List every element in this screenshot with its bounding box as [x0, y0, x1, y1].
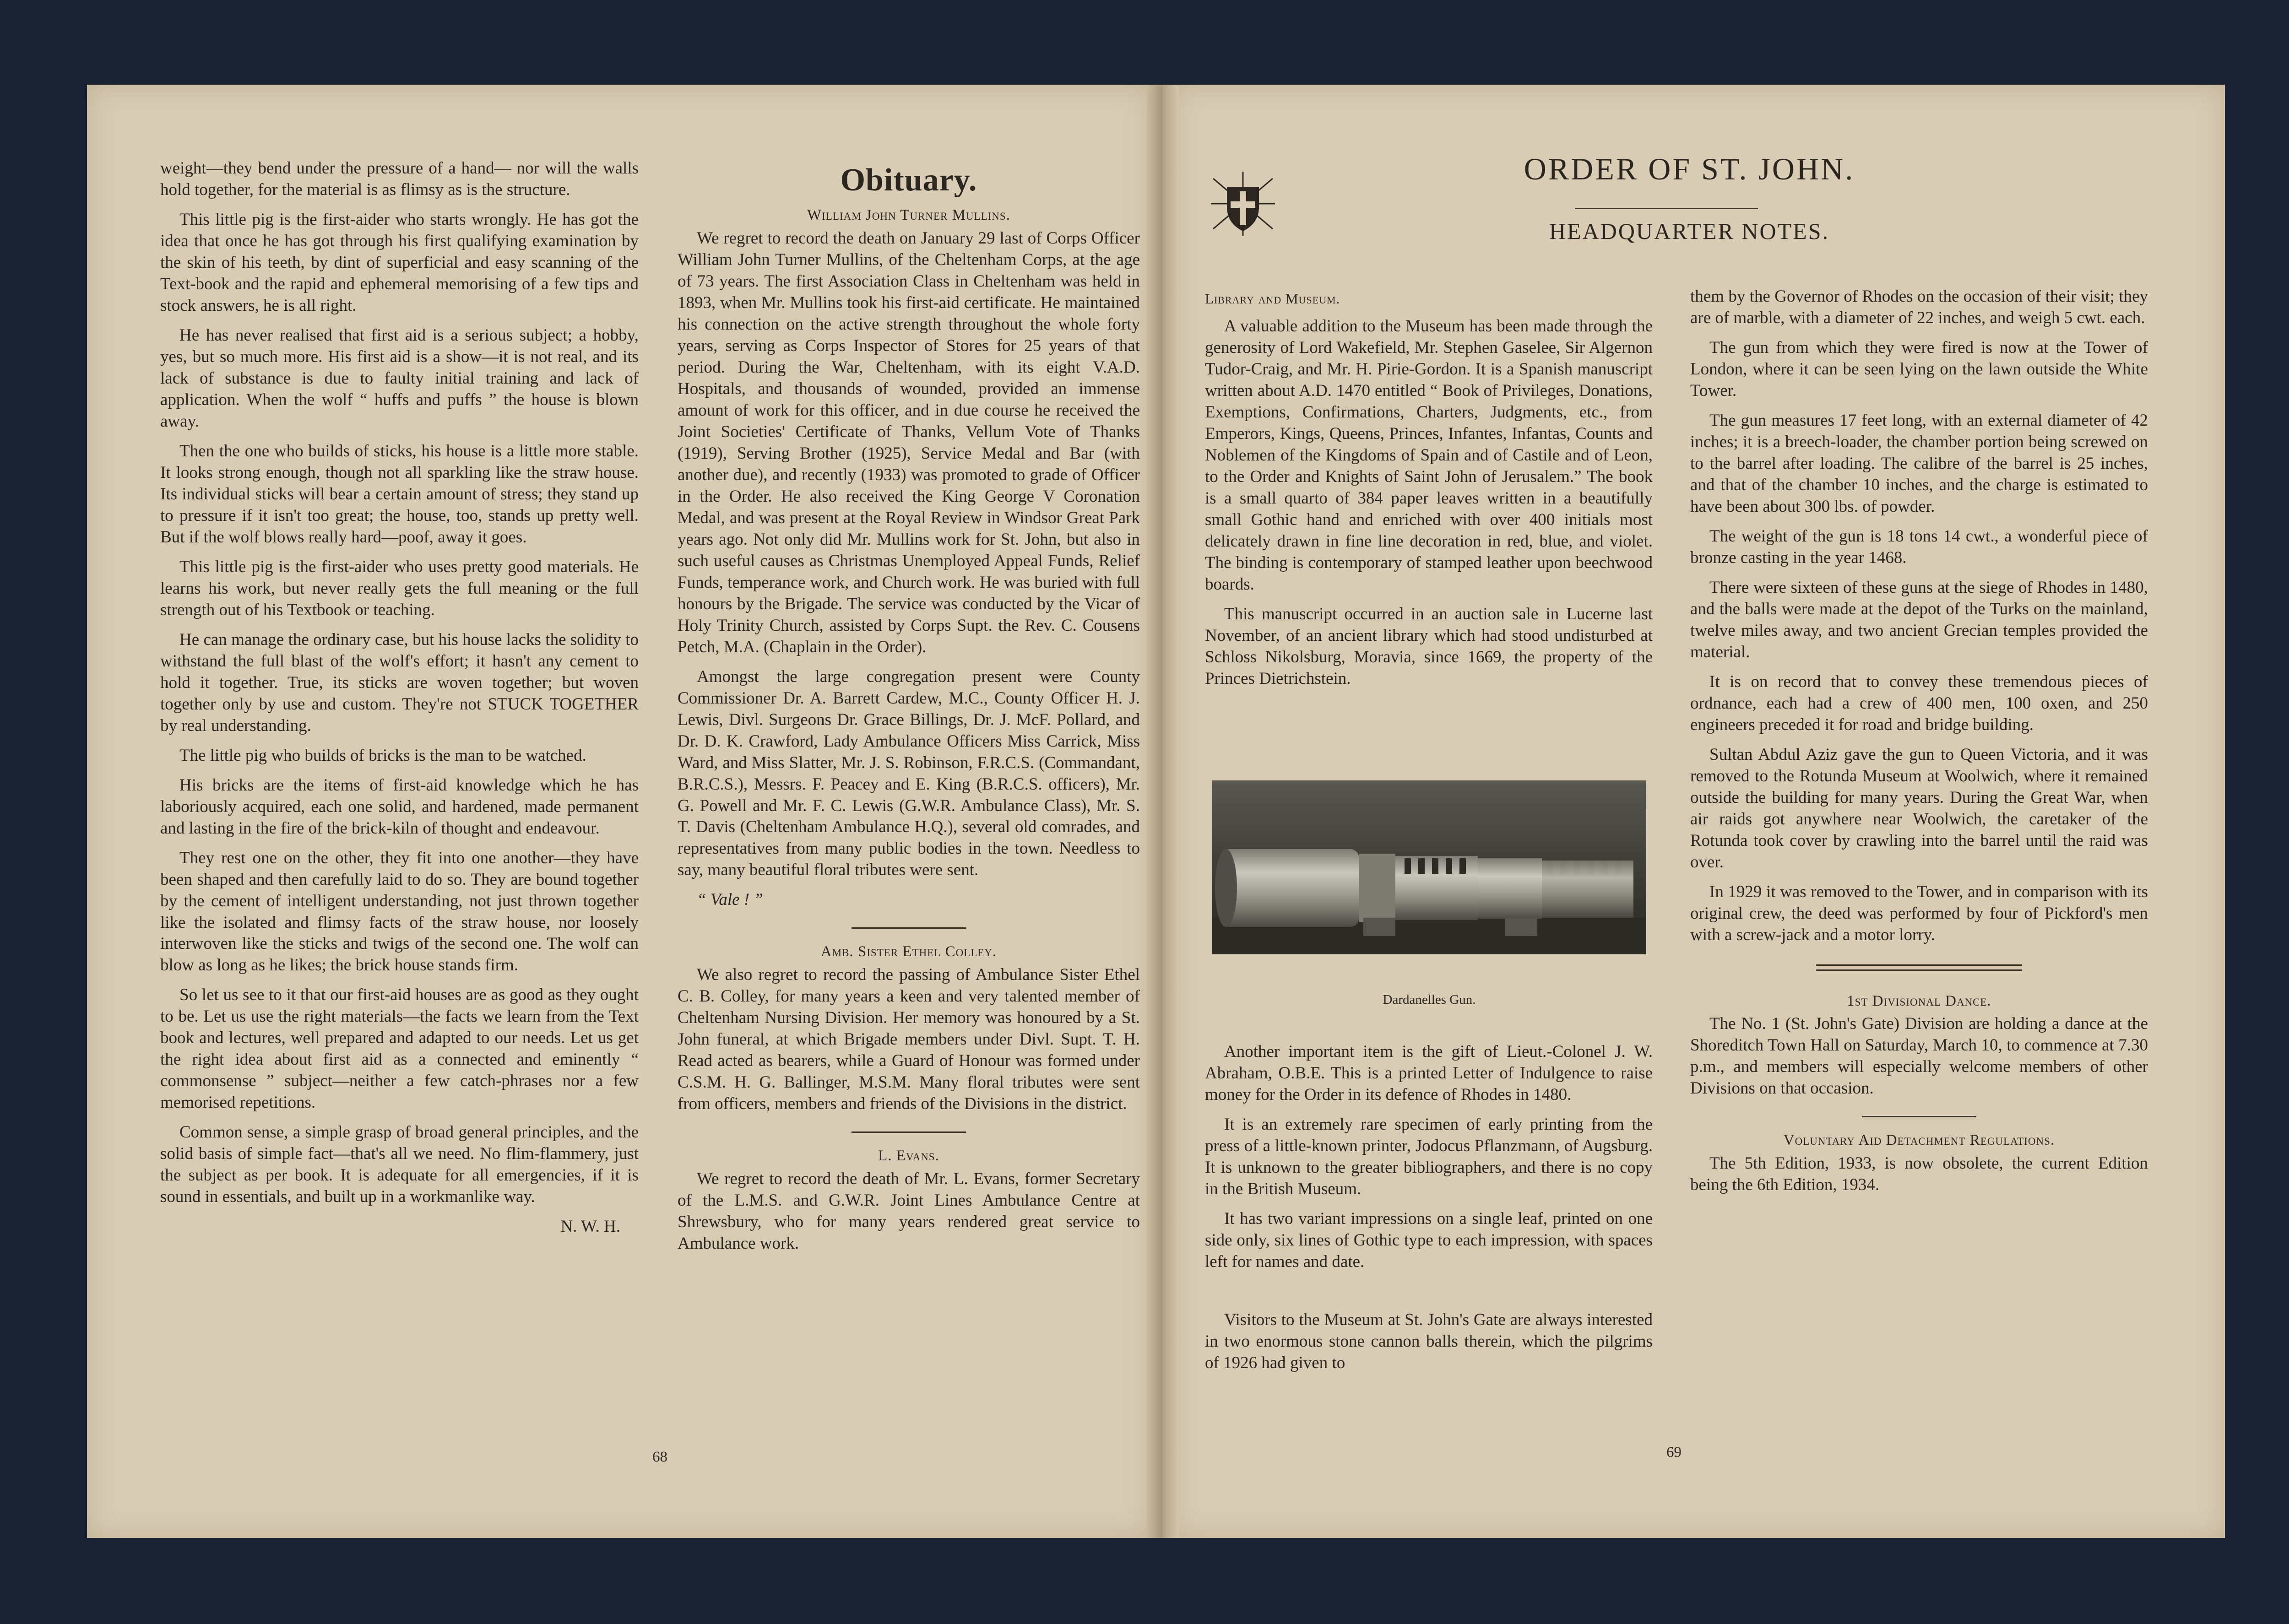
paragraph: The little pig who builds of bricks is the man to be watched. [179, 746, 586, 765]
double-divider-bottom [1816, 969, 2022, 971]
paragraph: The No. 1 (St. John's Gate) Division are holding a dance at the Shoreditch Town Hall on Saturday, March 10, to commence at 7.30 p.m., and members will especially welcome members of other Divisions on that occasion. [1690, 1014, 2148, 1098]
obituary-name: L. Evans. [878, 1148, 939, 1164]
paragraph: A valuable addition to the Museum has been made through the generosity of Lord Wakefield, Mr. Stephen Gaselee, Sir Algernon Tudor-Craig, and Mr. H. Pirie-Gordon. It is a Spanish manuscript written about A.D. 1470 entitled “ Book of Privileges, Donations, Exemptions, Confirmations, Charters, Judgments, etc., from Emperors, Kings, Queens, Princes, Infantes, Infantas, Counts and Noblemen of the Kingdoms of Spain and of Castile and of Leon, to the Order and Knights of Saint John of Jerusalem.” The book is a small quarto of 384 paper leaves written in a beautifully small Gothic hand and enriched with over 400 initials most delicately drawn in fine line decoration in red, blue, and violet. The binding is contemporary of stamped leather upon beechwood boards. [1205, 317, 1653, 594]
paragraph: Another important item is the gift of Lieut.-Colonel J. W. Abraham, O.B.E. This is a printed Letter of Indulgence to raise money for the Order in its defence of Rhodes in 1480. [1205, 1042, 1653, 1104]
paragraph: We also regret to record the passing of Ambulance Sister Ethel C. B. Colley, for many years a keen and very talented member of Cheltenham Nursing Division. Her memory was honoured by a St. John funeral, at which Brigade members under Divl. Supt. T. H. Read acted as bearers, while a Guard of Honour was formed under C.S.M. H. G. Ballinger, M.S.M. Many floral tributes were sent from officers, members and friends of the Divisions in the district. [678, 965, 1140, 1114]
photo-caption: Dardanelles Gun. [1383, 992, 1476, 1007]
book-spine [1147, 85, 1179, 1538]
order-emblem-icon [1209, 169, 1277, 238]
double-divider-top [1816, 964, 2022, 966]
obituary-column [678, 162, 1140, 1263]
paragraph: Amongst the large congregation present were County Commissioner Dr. A. Barrett Cardew, M.C., County Officer H. J. Lewis, Divl. Surgeons Dr. Grace Billings, Dr. J. McF. Pollard, and Dr. D. K. Crawford, Lady Ambulance Officers Miss Carrick, Miss Ward, and Miss Slatter, Mr. J. S. Robinson, F.R.C.S. (Commandant, B.R.C.S.), Messrs. F. Peacey and E. King (B.R.C.S. officers), Mr. G. Powell and Mr. F. C. Lewis (G.W.R. Ambulance Class), Mr. S. T. Davis (Cheltenham Ambulance H.Q.), several old comrades, and representatives from many public bodies in the town. Needless to say, many beautiful floral tributes were sent. [678, 667, 1140, 880]
paragraph: The gun measures 17 feet long, with an external diameter of 42 inches; it is a breech-loader, the chamber portion being screwed on to the barrel after loading. The calibre of the barrel is 25 inches, and that of the chamber 10 inches, and the charge is estimated to have been about 300 lbs. of powder. [1690, 411, 2148, 516]
paragraph: The 5th Edition, 1933, is now obsolete, the current Edition being the 6th Edition, 1934. [1690, 1154, 2148, 1195]
vale-line: “ Vale ! ” [697, 890, 763, 909]
paragraph: They rest one on the other, they fit into one another—they have been shaped and then carefully laid to do so. They are bound together by the cement of intelligent understanding, not just thrown together like the isolated and flimsy facts of the straw house, nor loosely interwoven like the sticks and twigs of the second one. The wolf can blow as long as he likes; the brick house stands firm. [160, 848, 639, 975]
paragraph: There were sixteen of these guns at the siege of Rhodes in 1480, and the balls were made at the depot of the Turks on the mainland, twelve miles away, and two ancient Grecian temples provided the material. [1690, 578, 2148, 661]
left-column-1 [160, 158, 639, 1238]
paragraph: Sultan Abdul Aziz gave the gun to Queen Victoria, and it was removed to the Rotunda Museum at Woolwich, where it remained outside the building for many years. During the Great War, when air raids got anywhere near Woolwich, the caretaker of the Rotunda took cover by crawling into the barrel until the raid was over. [1690, 745, 2148, 872]
paragraph: Common sense, a simple grasp of broad general principles, and the solid basis of simple fact—that's all we need. No flim-flammery, just the subject as per book. It is adequate for all emergencies, if it is sound in essentials, and built up in a workmanlike way. [160, 1123, 639, 1207]
title-rule [1575, 208, 1758, 209]
paragraph: In 1929 it was removed to the Tower, and in comparison with its original crew, the deed was performed by four of Pickford's men with a screw-jack and a motor lorry. [1690, 882, 2148, 944]
paragraph: This little pig is the first-aider who starts wrongly. He has got the idea that once he has got through his first qualifying examination by the skin of his teeth, by dint of superficial and easy scanning of the Text-book and the rapid and ephemeral memorising of a few tips and stock answers, he is all right. [160, 210, 639, 315]
paragraph: He has never realised that first aid is a serious subject; a hobby, yes, but so much more. His first aid is a show—it is not real, and its lack of substance is due to faulty initial training and lack of application. When the wolf “ huffs and puffs ” the house is blown away. [160, 325, 639, 431]
section-heading: Library and Museum. [1205, 291, 1340, 307]
paragraph: We regret to record the death on January 29 last of Corps Officer William John Turner Mullins, of the Cheltenham Corps, at the age of 73 years. The first Association Class in Cheltenham was held in 1893, when Mr. Mullins took his first-aid certificate. He maintained his connection on the active strength throughout the whole forty years, serving as Corps Inspector of Stores for 25 years of that period. During the War, Cheltenham, with its eight V.A.D. Hospitals, and thousands of wounded, provided an immense amount of work for this officer, and in due course he received the Joint Societies' Certificate of Thanks, Vellum Vote of Thanks (1919), Serving Brother (1925), Service Medal and Bar (with another due), and recently (1933) was promoted to grade of Officer in the Order. He also received the King George V Coronation Medal, and was present at the Royal Review in Windsor Great Park years ago. Not only did Mr. Mullins work for St. John, but also in such useful causes as Christmas Unemployed Appeal Funds, Relief Funds, temperance work, and Church work. He was buried with full honours by the Brigade. The service was conducted by the Vicar of Holy Trinity Church, assisted by Corps Supt. the Rev. C. Cousens Petch, M.A. (Chaplain in the Order). [678, 228, 1140, 656]
paragraph: So let us see to it that our first-aid houses are as good as they ought to be. Let us use the right materials—the facts we learn from the Text book and lectures, well prepared and adapted to our needs. Let us get the right idea about first aid as a connected and eminently “ commonsense ” subject—neither a few catch-phrases nor a few memorised repetitions. [160, 985, 639, 1112]
paragraph: We regret to record the death of Mr. L. Evans, former Secretary of the L.M.S. and G.W.R. Joint Lines Ambulance Centre at Shrewsbury, who for many years rendered great service to Ambulance work. [678, 1169, 1140, 1253]
section-heading: Voluntary Aid Detachment Regulations. [1783, 1132, 2055, 1149]
signature: N. W. H. [560, 1217, 620, 1236]
section-heading: 1st Divisional Dance. [1847, 992, 1991, 1009]
paragraph: He can manage the ordinary case, but his house lacks the solidity to withstand the full blast of the wolf's effort; it hasn't any cement to hold it together. True, its sticks are woven together; but woven together only by use and custom. They're not STUCK TOGETHER by real understanding. [160, 630, 639, 735]
paragraph: The gun from which they were fired is now at the Tower of London, where it can be seen lying on the lawn outside the White Tower. [1690, 338, 2148, 400]
paragraph: His bricks are the items of first-aid knowledge which he has laboriously acquired, each one solid, and hardened, made permanent and lasting in the fire of the brick-kiln of thought and endeavour. [160, 775, 639, 838]
divider [852, 1131, 966, 1133]
right-column-1-bottom [1205, 1041, 1653, 1382]
divider [852, 927, 966, 929]
paragraph: Then the one who builds of sticks, his house is a little more stable. It looks strong enough, though not all sparkling like the straw house. Its individual sticks will bear a certain amount of stress; they stand up to pressure if it isn't too great; the house, too, stands up pretty well. But if the wolf blows really hard—poof, away it goes. [160, 441, 639, 547]
page-number: 69 [1666, 1444, 1681, 1461]
obituary-name: William John Turner Mullins. [807, 207, 1010, 223]
paragraph: It has two variant impressions on a single leaf, printed on one side only, six lines of Gothic type to each impression, with spaces left for names and date. [1205, 1209, 1653, 1271]
right-column-1-top [1205, 286, 1653, 698]
paragraph: This little pig is the first-aider who uses pretty good materials. He learns his work, but never really gets the full meaning or the full strength out of his Textbook or teaching. [160, 557, 639, 619]
paragraph: This manuscript occurred in an auction sale in Lucerne last November, of an ancient library which had stood undisturbed at Schloss Nikolsburg, Moravia, since 1669, the property of the Princes Dietrichstein. [1205, 605, 1653, 688]
obituary-name: Amb. Sister Ethel Colley. [820, 943, 997, 960]
page-number: 68 [652, 1449, 667, 1465]
obituary-title: Obituary. [840, 162, 977, 198]
dardanelles-gun-photo [1212, 780, 1646, 954]
page-title: ORDER OF ST. JOHN. [1524, 152, 1855, 186]
paragraph: The weight of the gun is 18 tons 14 cwt., a wonderful piece of bronze casting in the year 1468. [1690, 526, 2148, 567]
paragraph: It is on record that to convey these tremendous pieces of ordnance, each had a crew of 400 men, 100 oxen, and 250 engineers preceded it for road and bridge building. [1690, 672, 2148, 734]
page-subtitle: HEADQUARTER NOTES. [1549, 218, 1830, 244]
paragraph: Visitors to the Museum at St. John's Gate are always interested in two enormous stone cannon balls therein, which the pilgrims of 1926 had given to [1205, 1310, 1653, 1372]
paragraph: them by the Governor of Rhodes on the occasion of their visit; they are of marble, with a diameter of 22 inches, and weigh 5 cwt. each. [1690, 287, 2148, 327]
divider [1862, 1116, 1976, 1117]
paragraph: It is an extremely rare specimen of early printing from the press of a little-known printer, Jodocus Pflanzmann, of Augsburg. It is unknown to the greater bibliographers, and there is no copy in the British Museum. [1205, 1115, 1653, 1198]
right-column-2 [1690, 286, 2148, 1204]
paragraph: weight—they bend under the pressure of a hand— nor will the walls hold together, for the material is as flimsy as is the structure. [160, 159, 639, 199]
